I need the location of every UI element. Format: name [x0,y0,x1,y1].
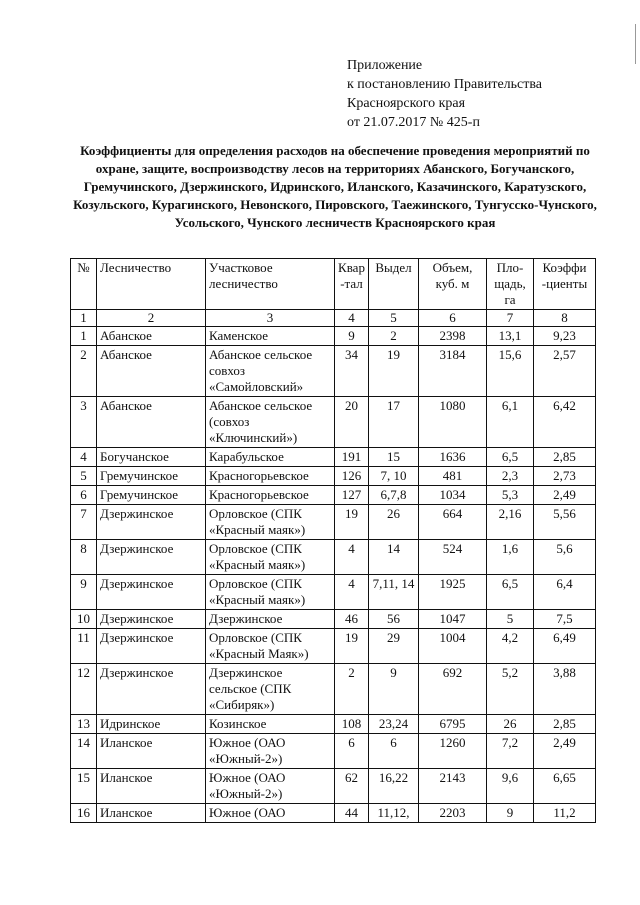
appendix-line: Красноярского края [347,96,466,111]
cell-area: 9,6 [487,769,534,804]
cell-allotment: 26 [369,505,419,540]
cell-coefficient: 6,65 [534,769,596,804]
cell-allotment: 2 [369,327,419,346]
cell-number: 10 [71,610,97,629]
cell-volume: 692 [419,664,487,715]
cell-forestry: Иланское [97,769,206,804]
header-forestry: Лесничество [97,259,206,310]
cell-allotment: 23,24 [369,715,419,734]
table-row [71,540,596,575]
table-row [71,629,596,664]
header-volume: Объем, куб. м [419,259,487,310]
cell-quarter: 62 [335,769,369,804]
cell-coefficient: 9,23 [534,327,596,346]
cell-quarter: 127 [335,486,369,505]
table-row [71,346,596,397]
table-row [71,715,596,734]
cell-coefficient: 2,49 [534,734,596,769]
cell-volume: 1260 [419,734,487,769]
cell-coefficient: 6,49 [534,629,596,664]
cell-volume: 2203 [419,804,487,823]
header-quarter: Квар -тал [335,259,369,310]
cell-quarter: 19 [335,629,369,664]
cell-district-forestry: Дзержинское [206,610,335,629]
column-number: 8 [534,310,596,327]
cell-number: 7 [71,505,97,540]
cell-coefficient: 2,57 [534,346,596,397]
cell-district-forestry: Южное (ОАО «Южный-2») [206,734,335,769]
header-number: № [71,259,97,310]
cell-number: 9 [71,575,97,610]
cell-district-forestry: Орловское (СПК «Красный Маяк») [206,629,335,664]
cell-number: 13 [71,715,97,734]
column-number: 4 [335,310,369,327]
cell-number: 16 [71,804,97,823]
cell-coefficient: 6,4 [534,575,596,610]
cell-allotment: 6,7,8 [369,486,419,505]
cell-area: 9 [487,804,534,823]
cell-area: 6,1 [487,397,534,448]
table-row [71,448,596,467]
cell-number: 6 [71,486,97,505]
cell-quarter: 108 [335,715,369,734]
column-number: 6 [419,310,487,327]
cell-district-forestry: Орловское (СПК «Красный маяк») [206,575,335,610]
cell-volume: 664 [419,505,487,540]
cell-quarter: 20 [335,397,369,448]
cell-coefficient: 7,5 [534,610,596,629]
cell-forestry: Иланское [97,734,206,769]
cell-number: 11 [71,629,97,664]
cell-allotment: 7, 10 [369,467,419,486]
cell-volume: 1925 [419,575,487,610]
cell-number: 12 [71,664,97,715]
cell-forestry: Дзержинское [97,610,206,629]
scan-edge-line [635,24,636,64]
header-coefficients: Коэффи -циенты [534,259,596,310]
cell-district-forestry: Орловское (СПК «Красный маяк») [206,540,335,575]
cell-forestry: Абанское [97,397,206,448]
cell-volume: 1636 [419,448,487,467]
cell-area: 6,5 [487,575,534,610]
cell-coefficient: 6,42 [534,397,596,448]
cell-allotment: 19 [369,346,419,397]
cell-allotment: 29 [369,629,419,664]
column-number: 3 [206,310,335,327]
cell-district-forestry: Красногорьевское [206,467,335,486]
cell-coefficient: 2,85 [534,448,596,467]
cell-volume: 1034 [419,486,487,505]
cell-quarter: 44 [335,804,369,823]
cell-district-forestry: Козинское [206,715,335,734]
cell-area: 7,2 [487,734,534,769]
cell-quarter: 46 [335,610,369,629]
cell-coefficient: 5,56 [534,505,596,540]
cell-forestry: Дзержинское [97,629,206,664]
cell-area: 4,2 [487,629,534,664]
cell-allotment: 14 [369,540,419,575]
cell-area: 5,3 [487,486,534,505]
table-body [71,310,596,823]
cell-forestry: Дзержинское [97,540,206,575]
table-row [71,769,596,804]
cell-district-forestry: Карабульское [206,448,335,467]
cell-allotment: 16,22 [369,769,419,804]
cell-volume: 524 [419,540,487,575]
cell-forestry: Абанское [97,346,206,397]
cell-quarter: 126 [335,467,369,486]
cell-quarter: 191 [335,448,369,467]
table-row [71,804,596,823]
appendix-line: Приложение [347,58,423,73]
cell-coefficient: 11,2 [534,804,596,823]
table-row [71,734,596,769]
cell-volume: 2143 [419,769,487,804]
table-row [71,486,596,505]
cell-allotment: 56 [369,610,419,629]
cell-volume: 1080 [419,397,487,448]
cell-number: 5 [71,467,97,486]
cell-area: 1,6 [487,540,534,575]
cell-quarter: 4 [335,575,369,610]
cell-district-forestry: Дзержинское сельское (СПК «Сибиряк») [206,664,335,715]
cell-district-forestry: Южное (ОАО [206,804,335,823]
cell-quarter: 9 [335,327,369,346]
cell-forestry: Богучанское [97,448,206,467]
column-number: 5 [369,310,419,327]
table-row [71,664,596,715]
cell-district-forestry: Абанское сельское совхоз «Самойловский» [206,346,335,397]
cell-coefficient: 2,73 [534,467,596,486]
cell-number: 8 [71,540,97,575]
cell-forestry: Иланское [97,804,206,823]
cell-forestry: Абанское [97,327,206,346]
header-area: Пло- щадь, га [487,259,534,310]
cell-volume: 3184 [419,346,487,397]
table-row [71,610,596,629]
cell-allotment: 11,12, [369,804,419,823]
cell-area: 5,2 [487,664,534,715]
appendix-block [347,56,542,132]
cell-coefficient: 3,88 [534,664,596,715]
cell-district-forestry: Каменское [206,327,335,346]
cell-allotment: 9 [369,664,419,715]
cell-quarter: 2 [335,664,369,715]
cell-volume: 481 [419,467,487,486]
coefficients-table [70,258,596,823]
cell-forestry: Гремучинское [97,486,206,505]
cell-area: 2,3 [487,467,534,486]
cell-quarter: 19 [335,505,369,540]
cell-quarter: 34 [335,346,369,397]
cell-allotment: 17 [369,397,419,448]
cell-number: 4 [71,448,97,467]
cell-district-forestry: Абанское сельское (совхоз «Ключинский») [206,397,335,448]
cell-forestry: Дзержинское [97,664,206,715]
table-row [71,397,596,448]
cell-volume: 1004 [419,629,487,664]
column-number: 2 [97,310,206,327]
cell-area: 26 [487,715,534,734]
cell-number: 2 [71,346,97,397]
cell-area: 2,16 [487,505,534,540]
cell-district-forestry: Красногорьевское [206,486,335,505]
table-row [71,575,596,610]
cell-number: 15 [71,769,97,804]
table-row [71,327,596,346]
cell-district-forestry: Южное (ОАО «Южный-2») [206,769,335,804]
cell-forestry: Гремучинское [97,467,206,486]
cell-volume: 1047 [419,610,487,629]
column-number: 1 [71,310,97,327]
document-title: Коэффициенты для определения расходов на обеспечение проведения мероприятий по охране, защите, воспроизводству лесов на территориях Абанского, Богучанского, Гремучинского, Дзержинского, Идринского, Иланского, Казачинского, Каратузского, Козульского, Курагинского, Невонского, Пировского, Таежинского, Тунгусско-Чунского, Усольского, Чунского лесничеств Красноярского края [73,143,597,230]
appendix-date-line: от 21.07.2017 № 425-п [347,115,480,130]
cell-quarter: 6 [335,734,369,769]
cell-number: 1 [71,327,97,346]
cell-allotment: 7,11, 14 [369,575,419,610]
column-number: 7 [487,310,534,327]
cell-coefficient: 5,6 [534,540,596,575]
cell-forestry: Дзержинское [97,575,206,610]
header-district-forestry: Участковое лесничество [206,259,335,310]
cell-forestry: Идринское [97,715,206,734]
appendix-line: к постановлению Правительства [347,77,543,92]
cell-area: 6,5 [487,448,534,467]
header-allotment: Выдел [369,259,419,310]
cell-allotment: 15 [369,448,419,467]
cell-allotment: 6 [369,734,419,769]
table-row [71,467,596,486]
cell-volume: 6795 [419,715,487,734]
cell-volume: 2398 [419,327,487,346]
column-number-row [71,310,596,327]
cell-number: 3 [71,397,97,448]
table-header-row [71,259,596,310]
cell-forestry: Дзержинское [97,505,206,540]
cell-coefficient: 2,49 [534,486,596,505]
cell-district-forestry: Орловское (СПК «Красный маяк») [206,505,335,540]
cell-area: 15,6 [487,346,534,397]
cell-quarter: 4 [335,540,369,575]
cell-number: 14 [71,734,97,769]
table-row [71,505,596,540]
cell-coefficient: 2,85 [534,715,596,734]
cell-area: 13,1 [487,327,534,346]
cell-area: 5 [487,610,534,629]
